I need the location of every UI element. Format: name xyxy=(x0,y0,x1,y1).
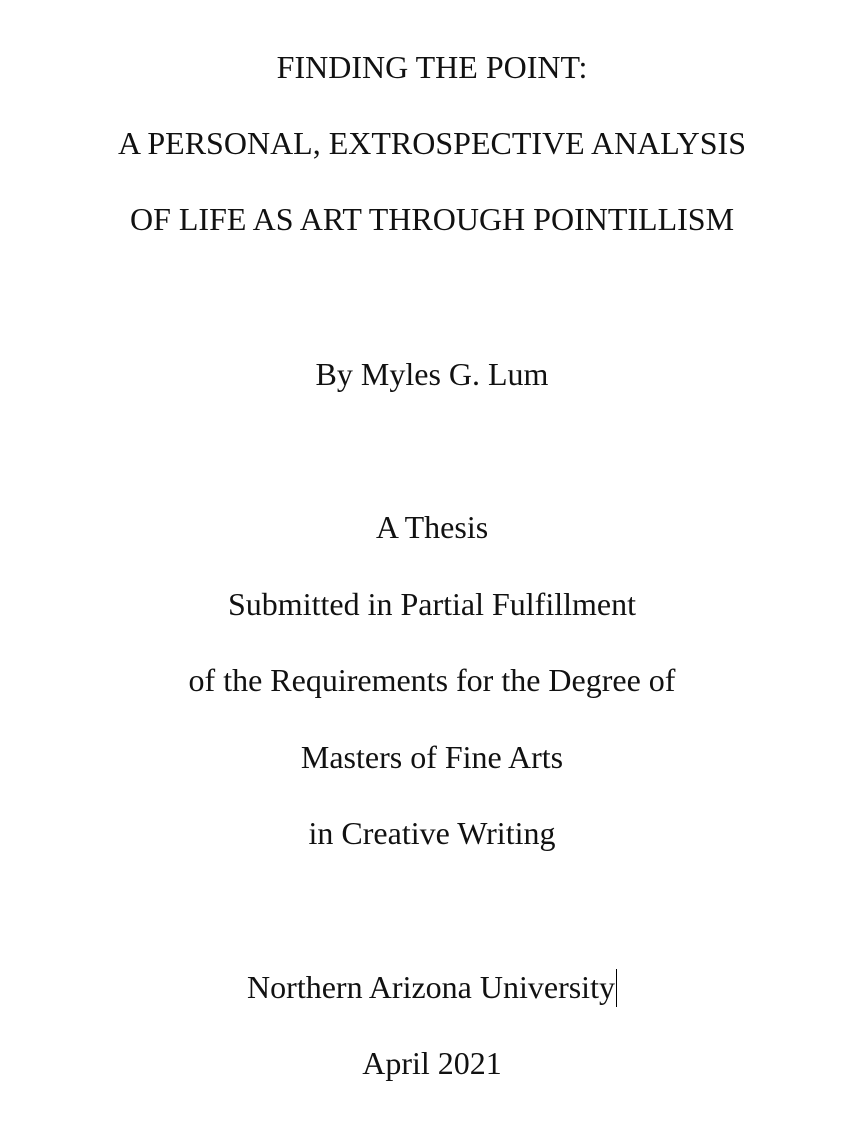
degree-name: Masters of Fine Arts xyxy=(300,739,564,775)
degree-field: in Creative Writing xyxy=(308,815,556,851)
text-cursor xyxy=(616,969,617,1007)
institution-name: Northern Arizona University xyxy=(247,969,615,1005)
author-byline: By Myles G. Lum xyxy=(315,356,549,392)
title-line-3: OF LIFE AS ART THROUGH POINTILLISM xyxy=(129,201,735,237)
submission-line-1: Submitted in Partial Fulfillment xyxy=(228,586,636,622)
title-line-1: FINDING THE POINT: xyxy=(276,49,588,85)
title-line-2: A PERSONAL, EXTROSPECTIVE ANALYSIS xyxy=(118,125,746,161)
submission-date: April 2021 xyxy=(362,1045,502,1081)
submission-line-2: of the Requirements for the Degree of xyxy=(188,662,676,698)
institution-line[interactable] xyxy=(0,967,848,1007)
thesis-label: A Thesis xyxy=(375,509,489,545)
